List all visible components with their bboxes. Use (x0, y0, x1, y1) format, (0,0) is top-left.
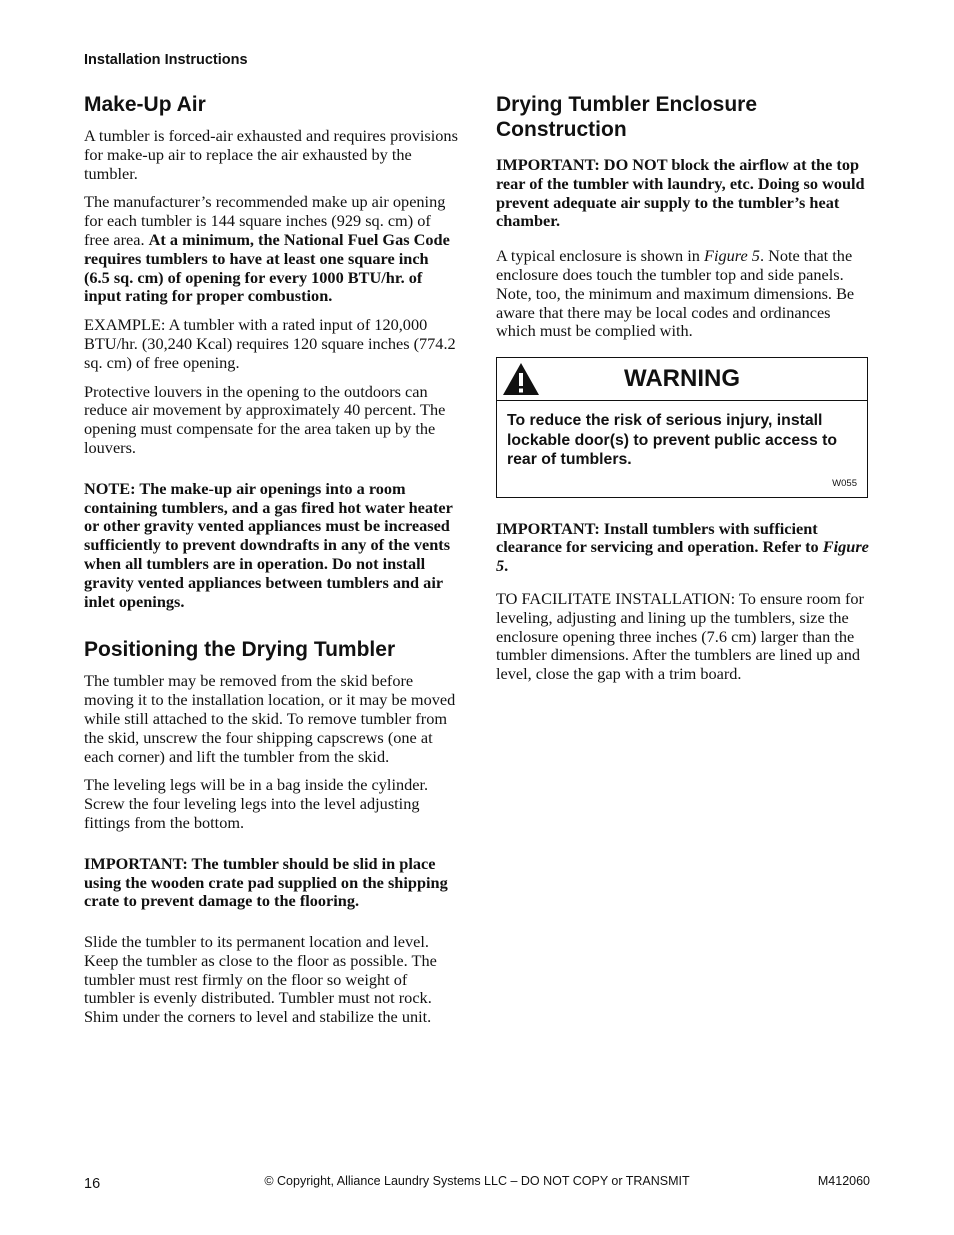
positioning-paragraph-2: The leveling legs will be in a bag inside the cylinder. Screw the four leveling legs into the level adjusting fittings from the bottom. (84, 775, 429, 832)
document-code: M412060 (817, 1174, 870, 1188)
enclosure-important-clearance (496, 520, 870, 576)
makeup-louvers: Protective louvers in the opening to the outdoors can reduce air movement by approximately 40 percent. The opening must compensate for the area taken up by the louvers. (84, 381, 446, 457)
positioning-paragraph-3: Slide the tumbler to its permanent location and level. Keep the tumbler as close to the floor as possible. The tumbler must rest firmly on the floor so weight of tumbler is evenly distributed. Tumbler must not rock. Shim under the corners to level and stabilize the unit. (84, 932, 437, 1027)
left-column (84, 92, 458, 1037)
positioning-paragraph-1: The tumbler may be removed from the skid before moving it to the installation location, or it may be moved while still attached to the skid. To remove tumbler from the skid, unscrew the four shipping capscrews (one at each corner) and lift the tumbler from the skid. (84, 671, 456, 766)
enclosure-paragraph-1 (496, 247, 870, 341)
enclosure-important-clearance-end: . (504, 556, 509, 576)
section-title-positioning: Positioning the Drying Tumbler (84, 638, 396, 662)
copyright-notice: © Copyright, Alliance Laundry Systems LLC – DO NOT COPY or TRANSMIT (264, 1174, 690, 1188)
makeup-paragraph-2-bold: At a minimum, the National Fuel Gas Code requires tumblers to have at least one square inch (6.5 sq. cm) of opening for every 1000 BTU/hr. of input rating for proper combustion. (84, 229, 450, 306)
makeup-example: EXAMPLE: A tumbler with a rated input of 120,000 BTU/hr. (30,240 Kcal) requires 120 square inches (774.2 sq. cm) of free opening. (84, 315, 456, 372)
makeup-paragraph-2-text: The manufacturer’s recommended make up air opening for each tumbler is 144 square inches (929 sq. cm) of free area. (84, 192, 446, 249)
makeup-note: NOTE: The make-up air openings into a room containing tumblers, and a gas fired hot water heater or other gravity vented appliances must be increased sufficiently to prevent downdrafts in any of the vents when all tumblers are in operation. Do not install gravity vented appliances between tumblers and air inlet openings. (84, 478, 453, 611)
enclosure-important-clearance-text: IMPORTANT: Install tumblers with sufficient clearance for servicing and operation. Refer to (496, 518, 823, 557)
figure-5-reference: Figure 5 (704, 246, 760, 266)
warning-title: WARNING (624, 365, 740, 393)
enclosure-facilitate: TO FACILITATE INSTALLATION: To ensure room for leveling, adjusting and lining up the tumblers, size the enclosure opening three inches (7.6 cm) larger than the tumbler dimensions. After the tumblers are lined up and level, close the gap with a trim board. (496, 589, 864, 684)
enclosure-paragraph-1-text-a: A typical enclosure is shown in (496, 246, 705, 266)
warning-header (497, 358, 867, 401)
makeup-paragraph-1: A tumbler is forced-air exhausted and requires provisions for make-up air to replace the air exhausted by the tumbler. (84, 126, 458, 183)
warning-code: W055 (832, 477, 857, 489)
warning-triangle-icon (497, 361, 545, 397)
enclosure-paragraph-1-text-b: . Note that the enclosure does touch the tumbler top and side panels. Note, too, the minimum and maximum dimensions. Be aware that there may be local codes and ordinances which must be complied with. (496, 246, 855, 341)
running-head: Installation Instructions (84, 52, 248, 68)
figure-5-reference-2: Figure 5 (496, 537, 869, 576)
right-column (496, 92, 870, 694)
section-title-make-up-air: Make-Up Air (84, 93, 206, 116)
enclosure-important-airflow: IMPORTANT: DO NOT block the airflow at the top rear of the tumbler with laundry, etc. Doing so would prevent adequate air supply to the tumbler’s heat chamber. (496, 155, 865, 231)
warning-box (496, 357, 868, 498)
page-number: 16 (84, 1176, 101, 1192)
section-title-enclosure: Drying Tumbler Enclosure Construction (496, 93, 757, 141)
makeup-paragraph-2 (84, 193, 458, 306)
positioning-important: IMPORTANT: The tumbler should be slid in place using the wooden crate pad supplied on the shipping crate to prevent damage to the flooring. (84, 853, 448, 911)
warning-text: To reduce the risk of serious injury, install lockable door(s) to prevent public access to rear of tumblers. (507, 412, 838, 469)
